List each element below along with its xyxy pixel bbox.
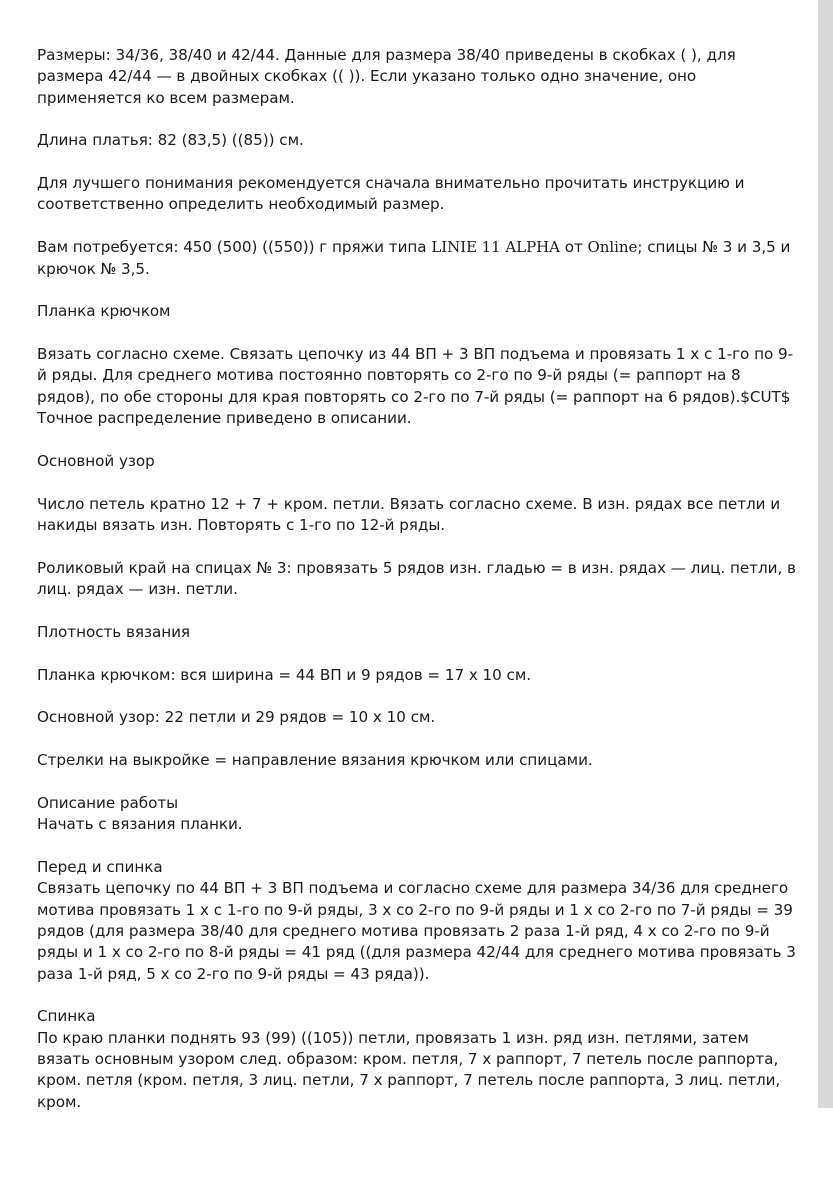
main-pattern-paragraph: Число петель кратно 12 + 7 + кром. петли. Вязать согласно схеме. В изн. рядах все петли и накиды вязать изн. Повторять с 1-го по 12-й ряды. (37, 494, 781, 534)
rolled-edge-paragraph: Роликовый край на спицах № 3: провязать 5 рядов изн. гладью = в изн. рядах — лиц. петли, в лиц. рядах — изн. петли. (37, 558, 796, 599)
heading-gauge: Плотность вязания (37, 622, 191, 641)
gauge-main-paragraph: Основной узор: 22 петли и 29 рядов = 10 х 10 см. (37, 708, 436, 727)
heading-crochet-band: Планка крючком (37, 302, 171, 321)
heading-work-description: Описание работы (37, 794, 179, 813)
document-text (37, 45, 799, 1113)
heading-front-back: Перед и спинка (37, 858, 163, 877)
heading-main-pattern: Основной узор (37, 451, 155, 470)
heading-back: Спинка (37, 1007, 96, 1026)
yarn-brand: LINIE 11 ALPHA (431, 238, 560, 257)
recommendation-paragraph: Для лучшего понимания рекомендуется сначала внимательно прочитать инструкцию и соответственно определить необходимый размер. (37, 174, 745, 214)
back-paragraph: По краю планки поднять 93 (99) ((105)) петли, провязать 1 изн. ряд изн. петлями, затем вязать основным узором след. образом: кром. петля, 7 х раппорт, 7 петель после раппорта, кром. петля (кром. петля, 3 лиц. петли, 7 х раппорт, 7 петель после раппорта, 3 лиц. петли, кром. (37, 1028, 781, 1111)
dress-length-paragraph: Длина платья: 82 (83,5) ((85)) см. (37, 131, 304, 150)
crochet-band-paragraph: Вязать согласно схеме. Связать цепочку из 44 ВП + 3 ВП подъема и провязать 1 х с 1-го по 9-й ряды. Для среднего мотива постоянно повторять со 2-го по 9-й ряды (= раппорт на 8 рядов), по обе стороны для края повторять со 2-го по 7-й ряды (= раппорт на 6 рядов).$CUT$ Точное распределение приведено в описании. (37, 345, 794, 428)
gauge-crochet-paragraph: Планка крючком: вся ширина = 44 ВП и 9 рядов = 17 х 10 см. (37, 665, 532, 684)
page-edge-shadow (818, 0, 833, 1108)
arrows-paragraph: Стрелки на выкройке = направление вязания крючком или спицами. (37, 751, 593, 770)
materials-text-start: Вам потребуется: 450 (500) ((550)) г пряжи типа (37, 238, 432, 257)
materials-text-end: ; спицы № 3 и 3,5 и крючок № 3,5. (37, 238, 791, 278)
materials-text-mid: от (559, 238, 588, 257)
yarn-maker: Online (587, 238, 638, 257)
front-back-paragraph: Связать цепочку по 44 ВП + 3 ВП подъема и согласно схеме для размера 34/36 для среднего мотива провязать 1 х с 1-го по 9-й ряды, 3 х со 2-го по 9-й ряды и 1 х со 2-го по 7-й ряды = 39 рядов (для размера 38/40 для среднего мотива провязать 2 раза 1-й ряд, 4 х со 2-го по 9-й ряды и 1 х со 2-го по 8-й ряды = 41 ряд ((для размера 42/44 для среднего мотива провязать 3 раза 1-й ряд, 5 х со 2-го по 9-й ряды = 43 ряда)). (37, 879, 796, 983)
sizes-paragraph: Размеры: 34/36, 38/40 и 42/44. Данные для размера 38/40 приведены в скобках ( ), для размера 42/44 — в двойных скобках (( )). Если указано только одно значение, оно применяется ко всем размерам. (37, 46, 736, 107)
materials-paragraph (37, 237, 799, 280)
start-paragraph: Начать с вязания планки. (37, 815, 243, 834)
